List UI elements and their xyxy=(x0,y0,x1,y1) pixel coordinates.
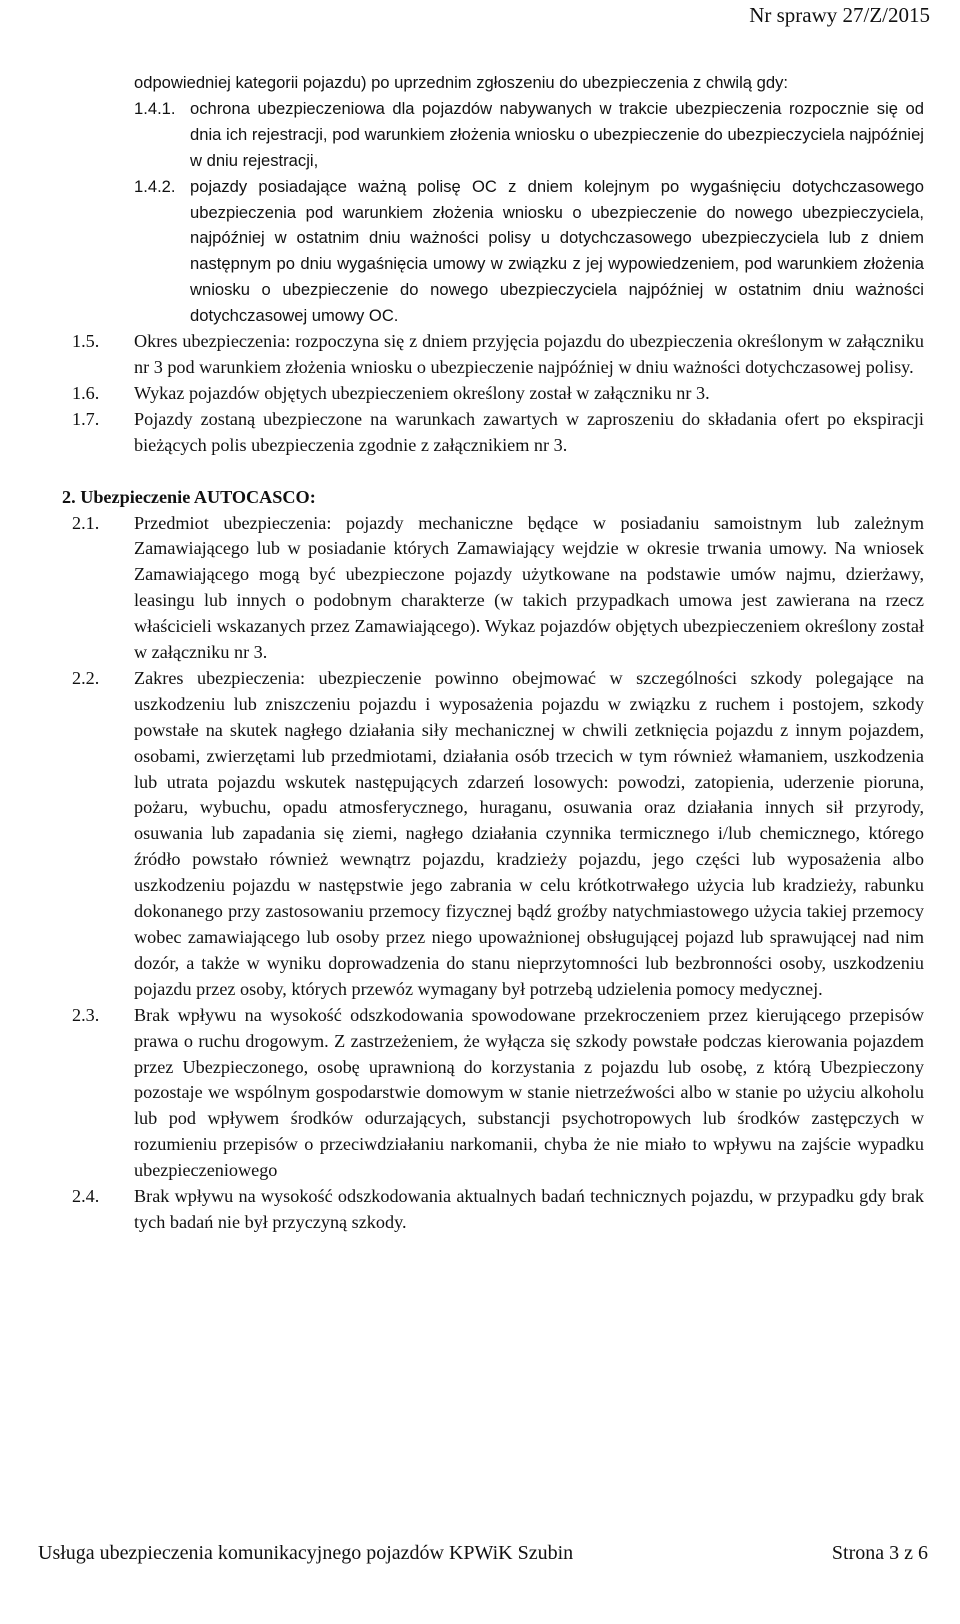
page-body xyxy=(62,70,924,1236)
item-text: Brak wpływu na wysokość odszkodowania spowodowane przekroczeniem przez kierującego przepisów prawa o ruchu drogowym. Z zastrzeżeniem, że wyłącza się szkody powstałe podczas kierowania pojazdem przez Ubezpieczonego, osobę uprawnioną do korzystania z pojazdu lub osobę, z którą Ubezpieczony pozostaje we wspólnym gospodarstwie domowym w stanie nietrzeźwości albo w stanie po użyciu alkoholu lub pod wpływem środków odurzających, substancji psychotropowych lub środków zastępczych w rozumieniu przepisów o przeciwdziałaniu narkomanii, chyba że nie miało to wpływu na zajście wypadku ubezpieczeniowego xyxy=(134,1004,924,1181)
page-number: Strona 3 z 6 xyxy=(831,1542,928,1564)
footer-title: Usługa ubezpieczenia komunikacyjnego pojazdów KPWiK Szubin xyxy=(38,1542,574,1564)
item-text: Przedmiot ubezpieczenia: pojazdy mechaniczne będące w posiadaniu samoistnym lub zależnym Zamawiającego lub w posiadanie których Zamawiający wejdzie w okresie trwania umowy. Na wniosek Zamawiającego mogą być ubezpieczone pojazdy użytkowane na podstawie umów najmu, dzierżawy, leasingu lub innych o podobnym charakterze (w takich przypadkach umowa jest zawierana na rzecz właścicieli wskazanych przez Zamawiającego). Wykaz pojazdów objętych ubezpieczeniem określony został w załączniku nr 3. xyxy=(134,512,924,663)
section-heading-autocasco: 2. Ubezpieczenie AUTOCASCO: xyxy=(62,486,316,507)
list-item-1-4-2 xyxy=(134,174,924,329)
spacer xyxy=(134,459,924,485)
item-text: Zakres ubezpieczenia: ubezpieczenie powinno obejmować w szczególności szkody polegające na uszkodzeniu lub zniszczeniu pojazdu i wyposażenia pojazdu w związku z ruchem i postojem, szkody powstałe na skutek nagłego działania siły mechanicznej w chwili zetknięcia pojazdu z innym pojazdem, osobami, zwierzętami lub przedmiotami, działania osób trzecich w tym również włamaniem, uszkodzenia lub utrata pojazdu wskutek następujących zdarzeń losowych: powodzi, zatopienia, uderzenie pioruna, pożaru, wybuchu, opadu atmosferycznego, huraganu, osuwania oraz działania innych sił przyrody, osuwania lub zapadania się ziemi, nagłego działania czynnika termicznego i/lub chemicznego, którego źródło powstało również wewnątrz pojazdu, kradzieży pojazdu, jego części lub wyposażenia albo uszkodzeniu pojazdu w następstwie jego zabrania w celu krótkotrwałego użycia lub kradzieży, rabunku dokonanego przy zastosowaniu przemocy fizycznej bądź groźby natychmiastowego użycia takiej przemocy wobec zamawiającego lub osoby przez niego upoważnionej obsługującej pojazd lub sprawującej nad nim dozór, a także w wyniku doprowadzenia do stanu nieprzytomności lub bezbronności osoby, uszkodzeniu pojazdu przez osoby, których przewóz wymagany był potrzebą udzielenia pomocy medycznej. xyxy=(134,667,924,999)
case-number-header: Nr sprawy 27/Z/2015 xyxy=(749,3,930,27)
item-text: ochrona ubezpieczeniowa dla pojazdów nabywanych w trakcie ubezpieczenia rozpocznie się od dnia ich rejestracji, pod warunkiem złożenia wniosku o ubezpieczenie do ubezpieczyciela najpóźniej w dniu rejestracji, xyxy=(190,98,924,170)
item-number: 1.6. xyxy=(72,382,100,403)
list-item-2-3 xyxy=(72,1003,924,1184)
page-footer xyxy=(38,1540,928,1566)
item-number: 1.4.1. xyxy=(134,98,176,118)
list-item-1-6 xyxy=(72,381,924,407)
list-item-1-5 xyxy=(72,329,924,381)
item-text: Okres ubezpieczenia: rozpoczyna się z dniem przyjęcia pojazdu do ubezpieczenia określonym w załączniku nr 3 pod warunkiem złożenia wniosku o ubezpieczenie najpóźniej w dniu ważności dotychczasowej polisy. xyxy=(134,331,924,377)
list-item-2-2 xyxy=(72,666,924,1003)
intro-text: odpowiedniej kategorii pojazdu) po uprzednim zgłoszeniu do ubezpieczenia z chwilą gdy: xyxy=(134,73,789,92)
intro-continuation xyxy=(134,70,924,96)
item-text: pojazdy posiadające ważną polisę OC z dniem kolejnym po wygaśnięciu dotychczasowego ubezpieczenia pod warunkiem złożenia wniosku o ubezpieczenie do nowego ubezpieczyciela, najpóźniej w ostatnim dniu ważności polisy u dotychczasowego ubezpieczyciela lub z dniem następnym po dniu wygaśnięcia umowy w związku z jej wypowiedzeniem, pod warunkiem złożenia wniosku o ubezpieczenie do nowego ubezpieczyciela najpóźniej w ostatnim dniu ważności dotychczasowej umowy OC. xyxy=(190,176,924,326)
item-number: 2.1. xyxy=(72,512,100,533)
list-item-2-1 xyxy=(72,511,924,666)
list-item-1-4-1 xyxy=(134,96,924,174)
list-item-1-7 xyxy=(72,407,924,459)
item-text: Brak wpływu na wysokość odszkodowania aktualnych badań technicznych pojazdu, w przypadku gdy brak tych badań nie był przyczyną szkody. xyxy=(134,1186,924,1232)
list-item-2-4 xyxy=(72,1184,924,1236)
item-number: 1.5. xyxy=(72,331,100,352)
item-text: Pojazdy zostaną ubezpieczone na warunkach zawartych w zaproszeniu do składania ofert po ekspiracji bieżących polis ubezpieczenia zgodnie z załącznikiem nr 3. xyxy=(134,408,924,455)
item-number: 2.3. xyxy=(72,1004,100,1025)
item-text: Wykaz pojazdów objętych ubezpieczeniem określony został w załączniku nr 3. xyxy=(134,382,710,403)
item-number: 1.4.2. xyxy=(134,176,176,196)
item-number: 2.2. xyxy=(72,667,100,688)
item-number: 2.4. xyxy=(72,1186,100,1207)
item-number: 1.7. xyxy=(72,408,100,429)
